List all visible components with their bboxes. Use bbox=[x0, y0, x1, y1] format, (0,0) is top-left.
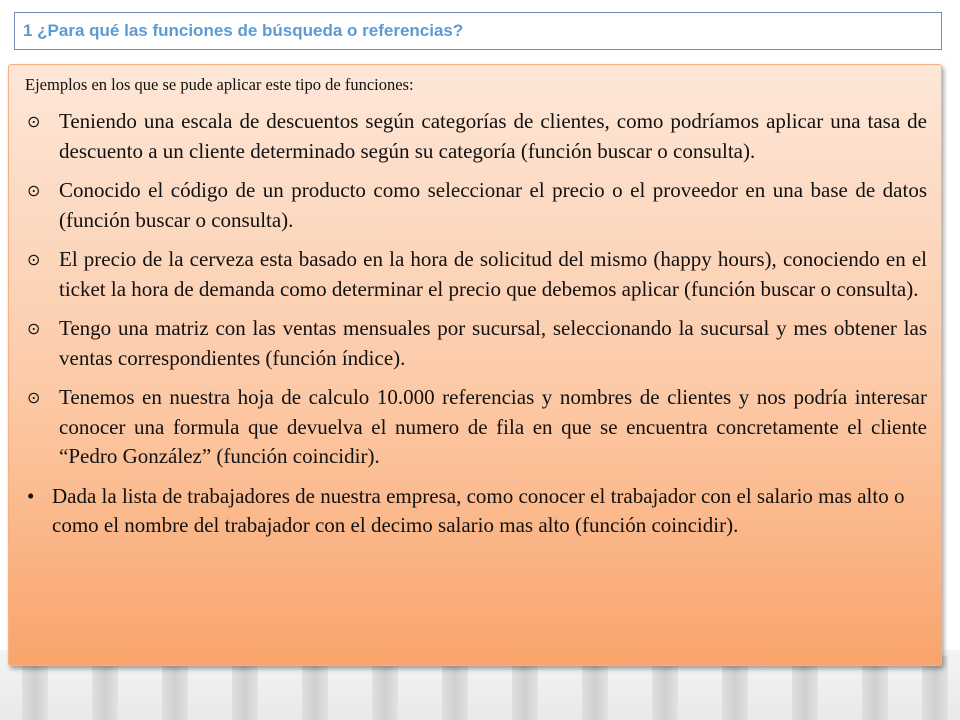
slide-title: 1 ¿Para qué las funciones de búsqueda o referencias? bbox=[23, 21, 464, 40]
bullet-icon: ⊙ bbox=[27, 181, 41, 200]
slide-title-bar bbox=[14, 12, 942, 50]
example-list bbox=[25, 107, 927, 472]
intro-text: Ejemplos en los que se pude aplicar este tipo de funciones: bbox=[25, 75, 414, 94]
content-box bbox=[8, 64, 942, 666]
bullet-icon: ⊙ bbox=[27, 250, 41, 269]
list-item bbox=[25, 176, 927, 235]
list-item-text: El precio de la cerveza esta basado en la hora de solicitud del mismo (happy hours), conociendo en el ticket la hora de demanda como determinar el precio que debemos aplicar (función buscar o consulta). bbox=[59, 247, 927, 301]
bullet-dot: • bbox=[27, 483, 35, 508]
list-item-text: Dada la lista de trabajadores de nuestra empresa, como conocer el trabajador con el salario mas alto o como el nombre del trabajador con el decimo salario mas alto (función coincidir). bbox=[52, 483, 905, 537]
list-item-last bbox=[25, 482, 927, 541]
list-item bbox=[25, 383, 927, 472]
list-item bbox=[25, 107, 927, 166]
bullet-icon: ⊙ bbox=[27, 112, 41, 131]
list-item-text: Teniendo una escala de descuentos según categorías de clientes, como podríamos aplicar una tasa de descuento a un cliente determinado según su categoría (función buscar o consulta). bbox=[59, 109, 927, 163]
list-item-text: Conocido el código de un producto como seleccionar el precio o el proveedor en una base de datos (función buscar o consulta). bbox=[59, 178, 927, 232]
bullet-icon: ⊙ bbox=[27, 319, 41, 338]
list-item bbox=[25, 245, 927, 304]
list-item bbox=[25, 314, 927, 373]
list-item-text: Tenemos en nuestra hoja de calculo 10.000 referencias y nombres de clientes y nos podría interesar conocer una formula que devuelva el numero de fila en que se encuentra concretamente el cliente “Pedro González” (función coincidir). bbox=[59, 385, 927, 468]
list-item-text: Tengo una matriz con las ventas mensuales por sucursal, seleccionando la sucursal y mes obtener las ventas correspondientes (función índice). bbox=[59, 316, 927, 370]
bullet-icon: ⊙ bbox=[27, 388, 41, 407]
